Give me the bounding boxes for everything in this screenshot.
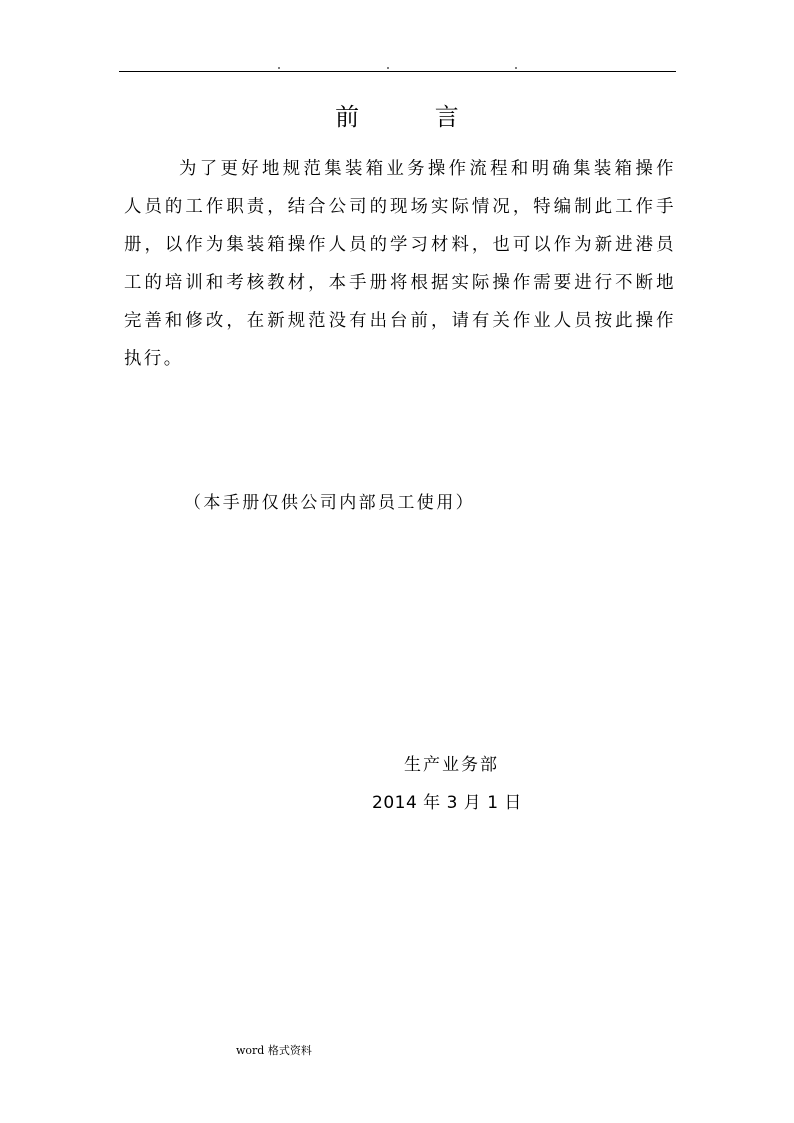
preface-paragraph: 为了更好地规范集装箱业务操作流程和明确集装箱操作人员的工作职责，结合公司的现场实际情况，特编制此工作手册，以作为集装箱操作人员的学习材料，也可以作为新进港员工的培训和考核教材，本手册将根据实际操作需要进行不断地完善和修改，在新规范没有出台前，请有关作业人员按此操作执行。 — [124, 159, 676, 369]
header-dot — [278, 67, 280, 69]
page-title: 前 言 — [335, 103, 493, 131]
header-dot — [515, 67, 517, 69]
footer-text: word 格式资料 — [236, 1044, 312, 1057]
header-dot — [387, 67, 389, 69]
header-rule — [119, 71, 676, 72]
internal-use-note: （本手册仅供公司内部员工使用） — [184, 493, 475, 513]
department-signature: 生产业务部 — [404, 755, 499, 775]
document-date: 2014 年 3 月 1 日 — [372, 793, 522, 813]
